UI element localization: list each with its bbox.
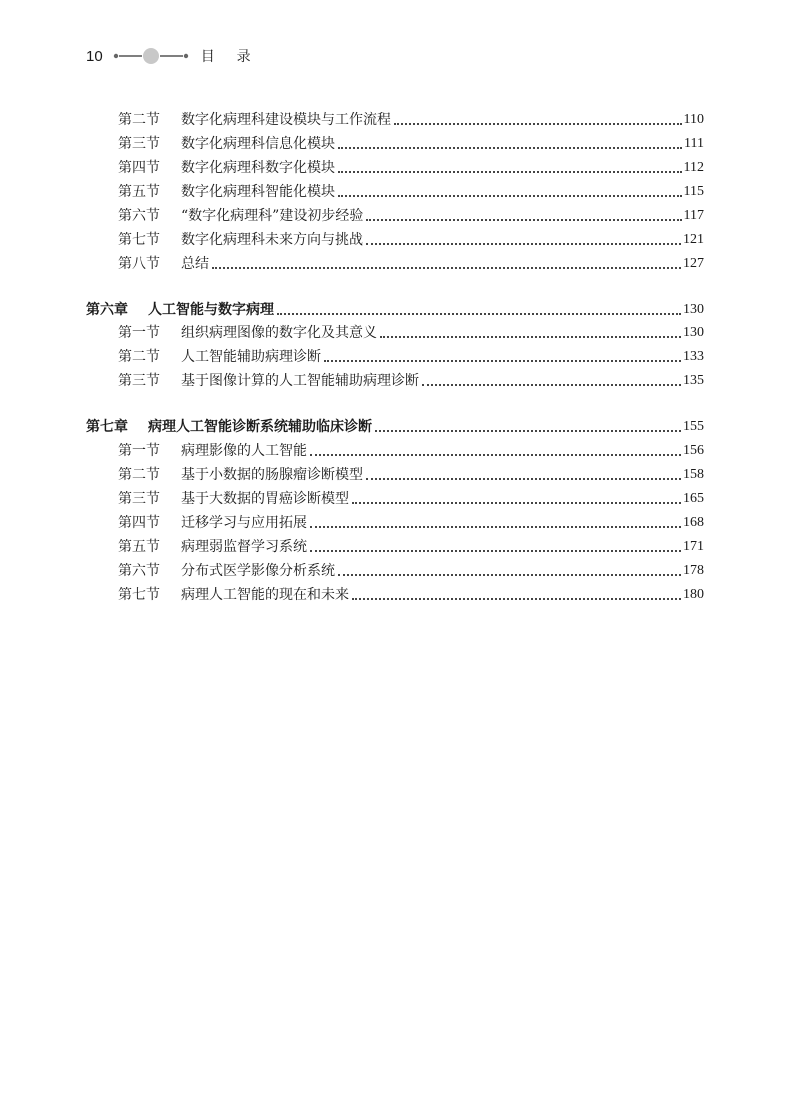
toc-page-number: 111 (684, 136, 704, 151)
section-title: 病理人工智能的现在和未来 (181, 587, 349, 603)
toc-section-entry[interactable] (118, 251, 704, 273)
toc-page-number: 121 (683, 232, 704, 247)
dot-leader (338, 195, 682, 197)
toc-page-number: 110 (683, 112, 704, 127)
dot-leader (310, 454, 681, 456)
dot-leader (352, 598, 681, 600)
chapter-title: 病理人工智能诊断系统辅助临床诊断 (148, 419, 372, 435)
section-title: 人工智能辅助病理诊断 (181, 349, 321, 365)
dot-leader (366, 219, 681, 221)
section-title: 总结 (181, 256, 209, 272)
chapter-label: 第六章 (86, 302, 128, 318)
dot-leader (375, 430, 681, 432)
toc-section-entry[interactable] (118, 582, 704, 604)
section-label: 第八节 (118, 256, 160, 272)
toc-section-entry[interactable] (118, 486, 704, 508)
section-title: 病理影像的人工智能 (181, 443, 307, 459)
toc-section-entry[interactable] (118, 203, 704, 225)
toc-section-entry[interactable] (118, 534, 704, 556)
section-label: 第二节 (118, 467, 160, 483)
section-label: 第四节 (118, 515, 160, 531)
toc-page-number: 130 (683, 302, 704, 317)
toc-section-entry[interactable] (118, 462, 704, 484)
dot-leader (338, 574, 681, 576)
toc-section-entry[interactable] (118, 510, 704, 532)
section-label: 第七节 (118, 587, 160, 603)
toc-page-number: 168 (683, 515, 704, 530)
toc-page-number: 165 (683, 491, 704, 506)
section-title: 数字化病理科智能化模块 (181, 184, 335, 200)
toc-section-entry[interactable] (118, 107, 704, 129)
dot-leader (212, 267, 681, 269)
dot-leader (422, 384, 681, 386)
toc-chapter-entry[interactable] (86, 297, 704, 319)
section-label: 第七节 (118, 232, 160, 248)
chapter-label: 第七章 (86, 419, 128, 435)
section-label: 第二节 (118, 112, 160, 128)
toc-page-number: 117 (683, 208, 704, 223)
toc-page-number: 156 (683, 443, 704, 458)
section-title: 分布式医学影像分析系统 (181, 563, 335, 579)
dot-leader (338, 147, 682, 149)
dot-leader (338, 171, 682, 173)
section-label: 第六节 (118, 208, 160, 224)
section-title: “数字化病理科”建设初步经验 (181, 208, 364, 224)
toc-section-entry[interactable] (118, 438, 704, 460)
toc-page-number: 171 (683, 539, 704, 554)
section-label: 第一节 (118, 443, 160, 459)
toc-page-number: 130 (683, 325, 704, 340)
toc-page-number: 178 (683, 563, 704, 578)
toc-section-entry[interactable] (118, 368, 704, 390)
section-title: 数字化病理科建设模块与工作流程 (181, 112, 391, 128)
page-number: 10 (86, 47, 103, 65)
header-title: 目录 (200, 49, 273, 65)
section-title: 基于图像计算的人工智能辅助病理诊断 (181, 373, 419, 389)
section-title: 数字化病理科未来方向与挑战 (181, 232, 363, 248)
section-title: 基于小数据的肠腺瘤诊断模型 (181, 467, 363, 483)
toc-page-number: 155 (683, 419, 704, 434)
toc-section-entry[interactable] (118, 558, 704, 580)
section-title: 基于大数据的胃癌诊断模型 (181, 491, 349, 507)
section-title: 组织病理图像的数字化及其意义 (181, 325, 377, 341)
dot-leader (366, 243, 681, 245)
section-label: 第五节 (118, 184, 160, 200)
section-label: 第六节 (118, 563, 160, 579)
toc-page-number: 115 (683, 184, 704, 199)
toc-section-entry[interactable] (118, 179, 704, 201)
dot-leader (277, 313, 681, 315)
toc-page-number: 127 (683, 256, 704, 271)
toc-section-entry[interactable] (118, 320, 704, 342)
toc-page-number: 180 (683, 587, 704, 602)
section-title: 病理弱监督学习系统 (181, 539, 307, 555)
dot-leader (310, 550, 681, 552)
dot-leader (352, 502, 681, 504)
section-label: 第一节 (118, 325, 160, 341)
toc-chapter-entry[interactable] (86, 414, 704, 436)
section-title: 数字化病理科信息化模块 (181, 136, 335, 152)
toc-page-number: 158 (683, 467, 704, 482)
dot-leader (380, 336, 681, 338)
dot-leader (366, 478, 681, 480)
section-label: 第二节 (118, 349, 160, 365)
chapter-title: 人工智能与数字病理 (148, 302, 274, 318)
toc-section-entry[interactable] (118, 155, 704, 177)
running-header (86, 44, 273, 68)
section-title: 迁移学习与应用拓展 (181, 515, 307, 531)
toc-section-entry[interactable] (118, 227, 704, 249)
section-label: 第三节 (118, 491, 160, 507)
section-label: 第五节 (118, 539, 160, 555)
section-title: 数字化病理科数字化模块 (181, 160, 335, 176)
section-label: 第四节 (118, 160, 160, 176)
section-label: 第三节 (118, 373, 160, 389)
header-ornament-icon (113, 46, 189, 66)
toc-section-entry[interactable] (118, 131, 704, 153)
toc-page-number: 135 (683, 373, 704, 388)
dot-leader (324, 360, 681, 362)
dot-leader (310, 526, 681, 528)
toc-page-number: 112 (683, 160, 704, 175)
section-label: 第三节 (118, 136, 160, 152)
dot-leader (394, 123, 682, 125)
toc-section-entry[interactable] (118, 344, 704, 366)
toc-page-number: 133 (683, 349, 704, 364)
